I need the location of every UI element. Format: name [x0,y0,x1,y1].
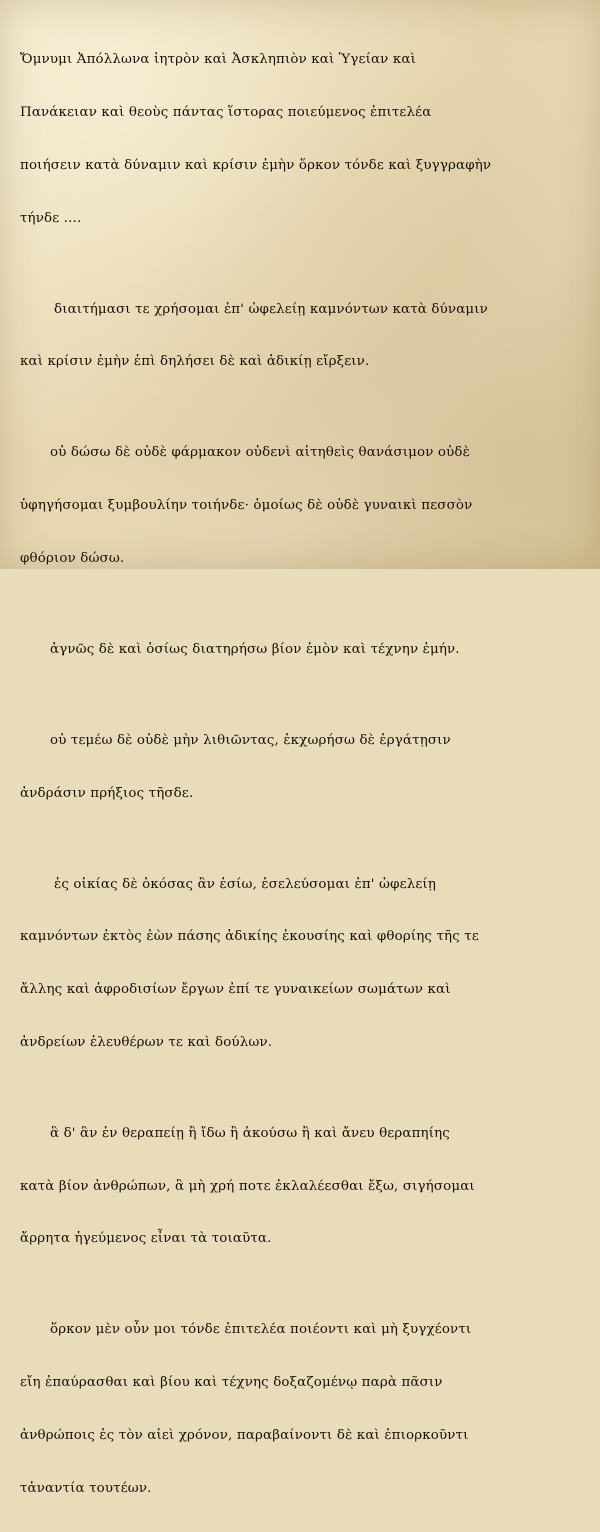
text-line: ἄρρητα ἡγεύμενος εἶναι τὰ τοιαῦτα. [20,1231,272,1247]
text-line: ὑφηγήσομαι ξυμβουλίην τοιήνδε· ὁμοίως δὲ οὐδὲ γυναικὶ πεσσὸν [20,498,473,514]
text-line: ἀνθρώποις ἐς τὸν αἰεὶ χρόνον, παραβαίνοντι δὲ καὶ ἐπιορκοῦντι [20,1427,469,1443]
text-line: ἀνδρείων ἐλευθέρων τε καὶ δούλων. [20,1034,273,1050]
text-line: τήνδε .... [20,210,82,226]
text-line: εἴη ἐπαύρασθαι καὶ βίου καὶ τέχνης δοξαζομένῳ παρὰ πᾶσιν [20,1375,443,1391]
text-line: ἁγνῶς δὲ καὶ ὁσίως διατηρήσω βίον ἐμὸν καὶ τέχνην ἐμήν. [50,641,460,657]
text-line: οὐ δώσω δὲ οὐδὲ φάρμακον οὐδενὶ αἰτηθεὶς θανάσιμον οὐδὲ [50,445,470,461]
text-line: ἀνδράσιν πρήξιος τῆσδε. [20,785,194,801]
oath-paragraph-invocation [20,16,580,262]
oath-paragraph-secrecy [20,1090,580,1284]
oath-paragraph-poison [20,409,580,603]
text-line: ἃ δ' ἂν ἐν θεραπείῃ ἢ ἴδω ἢ ἀκούσω ἢ καὶ ἄνευ θεραπηίης [50,1125,450,1141]
oath-paragraph-conclusion [20,1286,580,1532]
oath-paragraph-surgery [20,697,580,838]
text-line: Ὄμνυμι Ἀπόλλωνα ἰητρὸν καὶ Ἀσκληπιὸν καὶ Ὑγείαν καὶ [20,52,416,68]
text-line: ὅρκον μὲν οὖν μοι τόνδε ἐπιτελέα ποιέοντι καὶ μὴ ξυγχέοντι [50,1322,472,1338]
oath-paragraph-houses [20,840,580,1086]
text-line: φθόριον δώσω. [20,550,125,566]
text-line: καὶ κρίσιν ἐμὴν ἐπὶ δηλήσει δὲ καὶ ἀδικίῃ εἴρξειν. [20,354,370,370]
text-line: διαιτήμασι τε χρήσομαι ἐπ' ὠφελείῃ καμνόντων κατὰ δύναμιν [54,301,488,317]
text-line: τἀναντία τουτέων. [20,1480,152,1496]
text-line: Πανάκειαν καὶ θεοὺς πάντας ἵστορας ποιεύμενος ἐπιτελέα [20,104,432,120]
text-line: οὐ τεμέω δὲ οὐδὲ μὴν λιθιῶντας, ἐκχωρήσω δὲ ἐργάτῃσιν [50,732,451,748]
oath-paragraph-purity [20,606,580,694]
text-line: ἄλλης καὶ ἀφροδισίων ἔργων ἐπί τε γυναικείων σωμάτων καὶ [20,982,451,998]
text-line: κατὰ βίον ἀνθρώπων, ἃ μὴ χρή ποτε ἐκλαλέεσθαι ἔξω, σιγήσομαι [20,1178,475,1194]
text-line: καμνόντων ἐκτὸς ἐὼν πάσης ἀδικίης ἑκουσίης καὶ φθορίης τῆς τε [20,929,479,945]
oath-paragraph-regimen [20,265,580,406]
text-line: ποιήσειν κατὰ δύναμιν καὶ κρίσιν ἐμὴν ὅρκον τόνδε καὶ ξυγγραφὴν [20,157,492,173]
text-line: ἐς οἰκίας δὲ ὁκόσας ἂν ἐσίω, ἐσελεύσομαι ἐπ' ὠφελείῃ [54,876,436,892]
